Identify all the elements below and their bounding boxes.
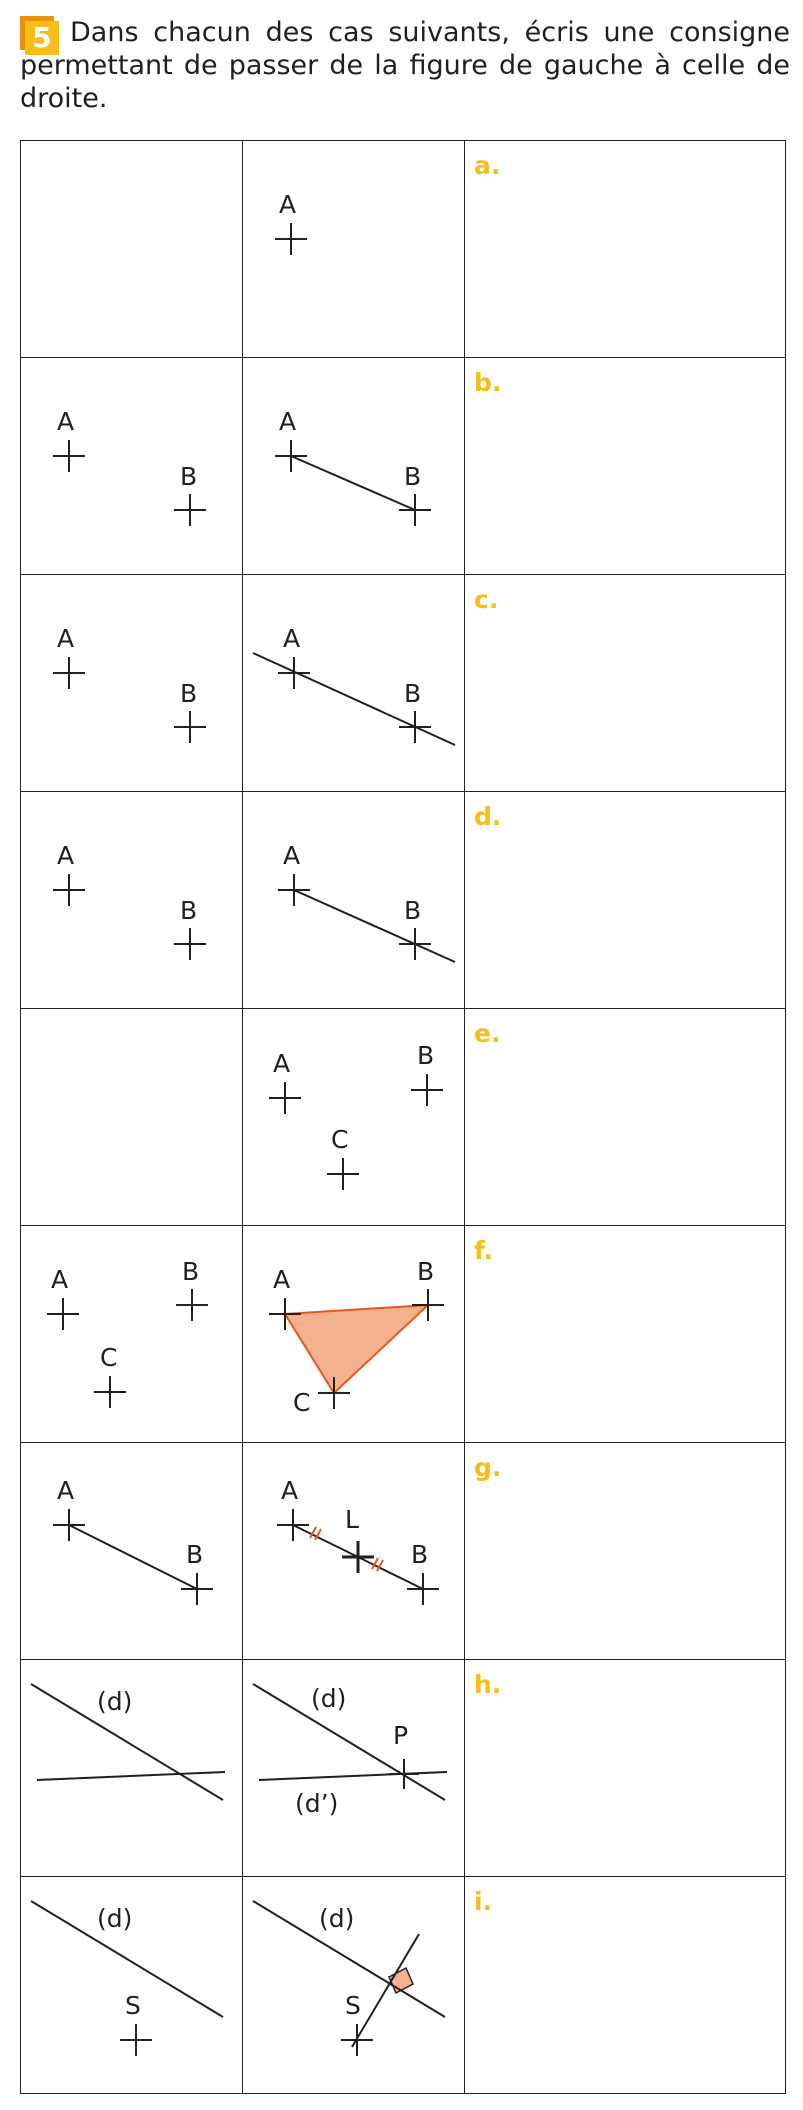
left-figure-cell: [21, 1443, 243, 1660]
label-S: S: [125, 1991, 141, 2020]
answer-cell[interactable]: [465, 1443, 786, 1660]
table-row: [21, 575, 786, 792]
row-letter: e.: [474, 1019, 501, 1048]
label-B: B: [180, 679, 198, 708]
figure-c-left: [21, 575, 242, 791]
point-A-cross: [53, 874, 85, 906]
figure-i-right: [243, 1877, 464, 2093]
figure-f-left: [21, 1226, 242, 1442]
left-figure-cell: [21, 1226, 243, 1443]
label-A: A: [57, 407, 75, 436]
left-figure-cell: [21, 358, 243, 575]
point-A-cross: [275, 223, 307, 255]
exercise-instruction: Dans chacun des cas suivants, écris une consigne permettant de passer de la figure de gauche à celle de droite.: [20, 17, 790, 114]
label-B: B: [182, 1257, 200, 1286]
left-figure-cell: [21, 1660, 243, 1877]
point-B-cross: [174, 494, 206, 526]
table-row: [21, 358, 786, 575]
figure-i-left: [21, 1877, 242, 2093]
point-B-cross: [176, 1289, 208, 1321]
point-L-cross: [342, 1541, 374, 1573]
point-P-cross: [389, 1759, 419, 1789]
table-row: [21, 792, 786, 1009]
label-A: A: [279, 407, 297, 436]
label-C: C: [293, 1388, 311, 1417]
label-B: B: [186, 1540, 204, 1569]
label-B: B: [404, 896, 422, 925]
answer-cell[interactable]: [465, 1877, 786, 2094]
figure-g-left: [21, 1443, 242, 1659]
left-figure-cell: [21, 1009, 243, 1226]
label-d: (d): [97, 1687, 133, 1716]
row-letter: d.: [474, 802, 502, 831]
figure-d-left: [21, 792, 242, 1008]
point-A-cross: [53, 440, 85, 472]
figure-a-right: [243, 141, 464, 357]
right-figure-cell: [243, 358, 465, 575]
figure-h-right: [243, 1660, 464, 1876]
label-A: A: [273, 1049, 291, 1078]
right-figure-cell: [243, 1226, 465, 1443]
figure-h-left: [21, 1660, 242, 1876]
figures-table: [20, 140, 786, 2094]
exercise-header: [20, 16, 790, 126]
figure-b-left: [21, 358, 242, 574]
table-row: [21, 1226, 786, 1443]
label-A: A: [57, 841, 75, 870]
row-letter: i.: [474, 1887, 493, 1916]
figure-c-right: [243, 575, 464, 791]
segment-AB: [69, 1525, 197, 1589]
answer-cell[interactable]: [465, 1226, 786, 1443]
figure-d-right: [243, 792, 464, 1008]
exercise-number: 5: [25, 21, 59, 55]
label-B: B: [417, 1041, 435, 1070]
row-letter: g.: [474, 1453, 502, 1482]
right-figure-cell: [243, 1660, 465, 1877]
second-line: [37, 1772, 225, 1780]
table-row: [21, 1877, 786, 2094]
label-A: A: [51, 1265, 69, 1294]
label-B: B: [404, 462, 422, 491]
label-B: B: [180, 896, 198, 925]
answer-cell[interactable]: [465, 792, 786, 1009]
point-B-cross: [174, 711, 206, 743]
right-figure-cell: [243, 1009, 465, 1226]
label-C: C: [100, 1343, 118, 1372]
right-figure-cell: [243, 575, 465, 792]
label-A: A: [283, 841, 301, 870]
label-B: B: [180, 462, 198, 491]
label-A: A: [283, 624, 301, 653]
triangle-ABC: [285, 1305, 428, 1393]
perpendicular-line: [352, 1934, 419, 2047]
label-A: A: [281, 1476, 299, 1505]
label-B: B: [411, 1540, 429, 1569]
figure-b-right: [243, 358, 464, 574]
table-row: [21, 1443, 786, 1660]
left-figure-cell: [21, 1877, 243, 2094]
point-A-cross: [47, 1298, 79, 1330]
label-A: A: [273, 1265, 291, 1294]
table-row: [21, 1660, 786, 1877]
answer-cell[interactable]: [465, 1660, 786, 1877]
point-B-cross: [174, 928, 206, 960]
answer-cell[interactable]: [465, 575, 786, 792]
answer-cell[interactable]: [465, 1009, 786, 1226]
left-figure-cell: [21, 141, 243, 358]
line-d: [253, 1684, 445, 1800]
label-S: S: [345, 1991, 361, 2020]
point-C-cross: [327, 1158, 359, 1190]
label-L: L: [345, 1505, 359, 1534]
label-A: A: [279, 190, 297, 219]
row-letter: f.: [474, 1236, 494, 1265]
left-figure-cell: [21, 792, 243, 1009]
point-A-cross: [278, 657, 310, 689]
label-d: (d): [319, 1904, 355, 1933]
answer-cell[interactable]: [465, 141, 786, 358]
segment-AB: [291, 456, 415, 510]
label-d-prime: (d’): [295, 1789, 339, 1818]
line-AB: [253, 653, 455, 745]
label-A: A: [57, 1476, 75, 1505]
table-row: [21, 141, 786, 358]
label-P: P: [393, 1721, 409, 1750]
label-A: A: [57, 624, 75, 653]
row-letter: h.: [474, 1670, 502, 1699]
row-letter: b.: [474, 368, 502, 397]
figure-f-right: [243, 1226, 464, 1442]
right-figure-cell: [243, 141, 465, 358]
label-B: B: [417, 1257, 435, 1286]
figure-e-right: [243, 1009, 464, 1225]
right-figure-cell: [243, 1443, 465, 1660]
row-letter: c.: [474, 585, 499, 614]
label-B: B: [404, 679, 422, 708]
point-A-cross: [53, 657, 85, 689]
label-C: C: [331, 1125, 349, 1154]
ray-AB: [294, 890, 455, 962]
right-figure-cell: [243, 1877, 465, 2094]
row-letter: a.: [474, 151, 501, 180]
point-C-cross: [94, 1376, 126, 1408]
figure-g-right: [243, 1443, 464, 1659]
point-S-cross: [341, 2024, 373, 2056]
answer-cell[interactable]: [465, 358, 786, 575]
left-figure-cell: [21, 575, 243, 792]
point-B-cross: [411, 1074, 443, 1106]
table-row: [21, 1009, 786, 1226]
point-A-cross: [269, 1082, 301, 1114]
label-d: (d): [311, 1684, 347, 1713]
point-S-cross: [120, 2024, 152, 2056]
right-figure-cell: [243, 792, 465, 1009]
label-d: (d): [97, 1904, 133, 1933]
